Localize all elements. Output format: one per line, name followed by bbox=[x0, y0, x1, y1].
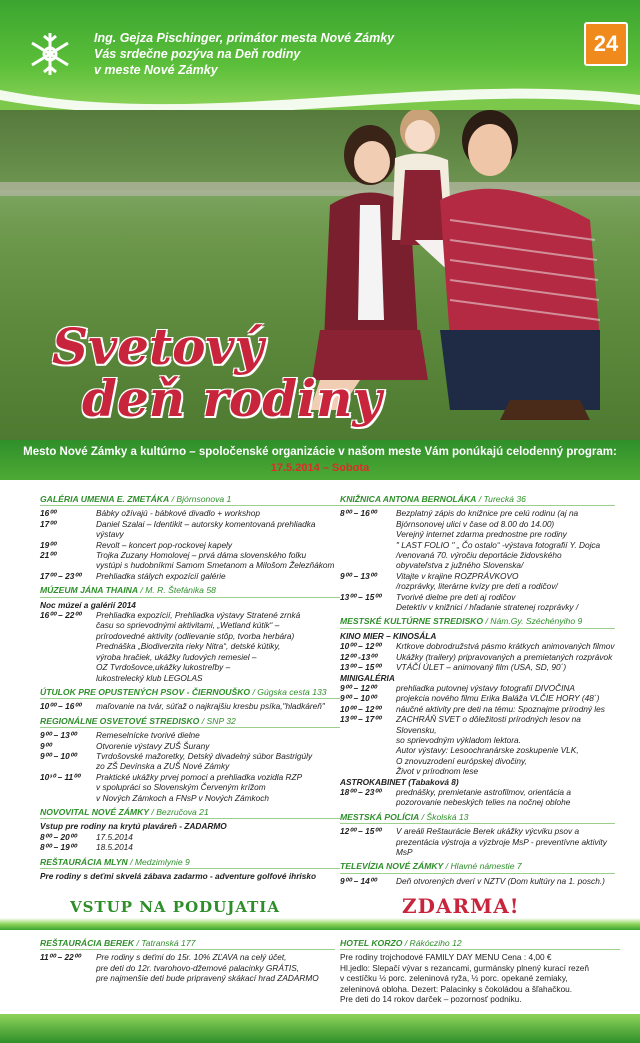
menu-line: Pre rodiny trojchodové FAMILY DAY MENU Cena : 4,00 € bbox=[340, 952, 552, 963]
section-address: / SNP 32 bbox=[199, 715, 236, 726]
program-row bbox=[340, 641, 615, 651]
section-name: NOVOVITAL NOVÉ ZÁMKY bbox=[40, 806, 150, 817]
program-row bbox=[40, 963, 335, 973]
program-row bbox=[340, 693, 615, 703]
program-row bbox=[40, 761, 340, 771]
program-time bbox=[340, 602, 396, 612]
program-time bbox=[40, 652, 96, 662]
program-time bbox=[340, 519, 396, 529]
program-section bbox=[40, 494, 340, 581]
program-text: vystúpi s hudobníkmi Samom Smetanom a Milošom Železňákom bbox=[96, 560, 335, 571]
invite-line: Vás srdečne pozýva na Deň rodiny bbox=[94, 47, 301, 61]
program-row bbox=[340, 540, 615, 550]
program-row bbox=[340, 826, 615, 836]
program-section bbox=[40, 807, 340, 853]
invite-line: v meste Nové Zámky bbox=[94, 63, 218, 77]
section-title bbox=[40, 807, 340, 819]
program-text: VTÁČÍ ÚLET – animovaný film (USA, SD, 90´) bbox=[396, 662, 567, 673]
program-text: V areáli Reštaurácie Berek ukážky výcviku psov a bbox=[396, 826, 580, 837]
section-address: / Bjórnsonova 1 bbox=[169, 494, 232, 504]
program-section bbox=[340, 812, 615, 858]
section-name: REGIONÁLNE OSVETOVÉ STREDISKO bbox=[40, 715, 200, 726]
program-text: Autor výstavy: Lesoochranárske zoskupenie VLK, bbox=[396, 745, 579, 756]
program-row bbox=[40, 793, 340, 803]
program-text: v Nových Zámkoch a FNsP v Nových Zámkoch bbox=[96, 792, 270, 803]
invite-line: Ing. Gejza Pischinger, primátor mesta Nové Zámky bbox=[94, 31, 395, 45]
program-row bbox=[340, 683, 615, 693]
section-title bbox=[340, 812, 615, 824]
program-time: 9⁰⁰ – 13⁰⁰ bbox=[40, 730, 77, 741]
section-subtitle: KINO MIER – KINOSÁLA bbox=[340, 630, 437, 641]
program-section bbox=[40, 585, 340, 683]
program-time: 13⁰⁰ – 15⁰⁰ bbox=[340, 591, 381, 602]
program-time: 17⁰⁰ bbox=[40, 518, 56, 529]
section-name: GALÉRIA UMENIA E. ZMETÁKA bbox=[40, 494, 170, 504]
program-time: 10³⁰ – 11⁰⁰ bbox=[40, 771, 80, 782]
program-row bbox=[340, 837, 615, 858]
program-row bbox=[340, 735, 615, 745]
program-text: pre deti do 12r. tvarohovo-džemové palacinky GRÁTIS, bbox=[96, 962, 300, 973]
program-row bbox=[340, 766, 615, 776]
program-time bbox=[40, 761, 96, 771]
section-title bbox=[340, 938, 620, 950]
program-text: maľovanie na tvár, súťaž o najkrajšiu kresbu psíka,"hladkáreň" bbox=[96, 701, 325, 712]
section-title bbox=[40, 687, 340, 699]
program-row bbox=[340, 581, 615, 591]
program-text: Bábky ožívajú - bábkové divadlo + workshop bbox=[96, 508, 260, 519]
program-right-column bbox=[340, 490, 615, 886]
program-row bbox=[40, 631, 340, 641]
section-name: MESTSKÁ POLÍCIA bbox=[340, 811, 420, 822]
program-text: obyvateľstva z južného Slovenska/ bbox=[396, 560, 524, 571]
program-time bbox=[340, 745, 396, 755]
program-row bbox=[340, 704, 615, 714]
program-row bbox=[40, 571, 340, 581]
program-time bbox=[340, 550, 396, 560]
program-time: 9⁰⁰ – 10⁰⁰ bbox=[40, 750, 77, 761]
menu-line: v cestíčku ½ porc. zeleninová ryža, ½ porc. opekané zemiaky, bbox=[340, 973, 568, 984]
restaurant-berek-section bbox=[40, 934, 335, 984]
program-time: 9⁰⁰ – 12⁰⁰ bbox=[340, 682, 377, 693]
program-text: Revolt – koncert pop-rockovej kapely bbox=[96, 539, 233, 550]
section-subtitle: Pre rodiny s deťmi skvelá zábava zadarmo - adventure golfové ihrisko bbox=[40, 871, 317, 881]
channel-24-badge: 24 bbox=[584, 22, 628, 66]
program-row bbox=[340, 876, 615, 886]
program-section bbox=[40, 938, 335, 984]
program-text: 17.5.2014 bbox=[96, 831, 133, 842]
program-time: 13⁰⁰ – 15⁰⁰ bbox=[340, 662, 381, 673]
program-time: 16⁰⁰ – 22⁰⁰ bbox=[40, 610, 81, 621]
program-time: 19⁰⁰ bbox=[40, 539, 56, 550]
program-text: Daniel Szalai – Identikit – autorsky komentovaná prehliadka výstavy bbox=[96, 518, 316, 540]
program-time bbox=[40, 631, 96, 641]
green-divider bbox=[0, 918, 640, 930]
program-time: 9⁰⁰ – 13⁰⁰ bbox=[340, 570, 377, 581]
program-time bbox=[40, 973, 96, 983]
title-line-2: deň rodiny bbox=[82, 369, 382, 428]
program-time: 17⁰⁰ – 23⁰⁰ bbox=[40, 570, 81, 581]
program-row bbox=[340, 714, 615, 735]
program-text: Bjórnsonovej ulici v čase od 8.00 do 14.00) bbox=[396, 518, 555, 529]
program-text: 18.5.2014 bbox=[96, 842, 133, 853]
program-text: /venovaná 70. výročiu deportácie židovského bbox=[396, 550, 562, 561]
program-text: so sprievodným výkladom lektora. bbox=[396, 734, 521, 745]
program-row bbox=[40, 519, 340, 540]
program-time bbox=[340, 581, 396, 591]
program-time bbox=[40, 673, 96, 683]
program-row bbox=[340, 529, 615, 539]
program-time bbox=[40, 620, 96, 630]
program-text: Otvorenie výstavy ZUŠ Šurany bbox=[96, 740, 210, 751]
program-text: projekcia nového filmu Erika Baláža VLČIE HORY (48´) bbox=[396, 693, 600, 704]
program-row bbox=[40, 842, 340, 852]
program-time bbox=[340, 560, 396, 570]
program-time: 21⁰⁰ bbox=[40, 550, 56, 561]
program-section bbox=[40, 716, 340, 803]
program-row bbox=[340, 756, 615, 766]
section-title bbox=[40, 585, 340, 597]
program-time bbox=[40, 963, 96, 973]
program-time: 9⁰⁰ bbox=[40, 740, 52, 751]
free-entry-slogan: VSTUP NA PODUJATIA bbox=[70, 898, 280, 916]
program-text: lukostrelecký klub LEGOLAS bbox=[96, 672, 203, 683]
program-time: 16⁰⁰ bbox=[40, 508, 56, 519]
program-time bbox=[340, 529, 396, 539]
section-name: HOTEL KORZO bbox=[340, 938, 403, 948]
program-row bbox=[340, 745, 615, 755]
program-row bbox=[340, 560, 615, 570]
program-time bbox=[340, 756, 396, 766]
program-text: Prehliadka expozícií, Prehliadka výstavy Stratené zrnká bbox=[96, 610, 301, 621]
program-row bbox=[40, 550, 340, 560]
program-time: 12⁰⁰ – 15⁰⁰ bbox=[340, 826, 381, 837]
program-text: Ukážky (trailery) pripravovaných a premietaných rozprávok bbox=[396, 651, 613, 662]
program-time: 8⁰⁰ – 19⁰⁰ bbox=[40, 842, 77, 853]
section-title bbox=[40, 494, 340, 506]
section-name: KNIŽNICA ANTONA BERNOLÁKA bbox=[340, 494, 477, 504]
program-row bbox=[40, 610, 340, 620]
program-text: prírodovedné aktivity (odlievanie stôp, tvorba herbára) bbox=[96, 630, 295, 641]
program-text: Pre rodiny s deťmi do 15r. 10% ZĽAVA na celý účet, bbox=[96, 952, 287, 963]
program-row bbox=[40, 730, 340, 740]
program-row bbox=[40, 782, 340, 792]
program-text: prehliadka putovnej výstavy fotografií DIVOČINA bbox=[396, 682, 575, 693]
footer-band bbox=[0, 1014, 640, 1043]
program-row bbox=[40, 741, 340, 751]
program-time: 10⁰⁰ – 12⁰⁰ bbox=[340, 641, 381, 652]
section-address: / Školská 13 bbox=[419, 811, 469, 822]
section-address: / Tatranská 177 bbox=[134, 938, 196, 948]
program-row bbox=[340, 662, 615, 672]
section-subtitle: Vstup pre rodiny na krytú plaváreň - ZADARMO bbox=[40, 821, 227, 832]
family-photo bbox=[0, 110, 640, 440]
program-time: 18⁰⁰ – 23⁰⁰ bbox=[340, 786, 381, 797]
program-text: Krtkove dobrodružstvá pásmo krátkych animovaných filmov bbox=[396, 641, 615, 652]
program-time: 8⁰⁰ – 16⁰⁰ bbox=[340, 508, 377, 519]
program-row bbox=[40, 701, 340, 711]
section-name: ÚTULOK PRE OPUSTENÝCH PSOV - ČIERNOUŠKO bbox=[40, 686, 251, 697]
title-line-1: Svetový bbox=[52, 317, 264, 376]
program-text: Verejný internet zdarma prednostne pre rodiny bbox=[396, 529, 567, 540]
program-text: Tvorivé dielne pre deti aj rodičov bbox=[396, 591, 516, 602]
program-row bbox=[40, 652, 340, 662]
program-time bbox=[40, 782, 96, 792]
section-address: / M. R. Štefánika 58 bbox=[138, 585, 216, 596]
program-row bbox=[40, 560, 340, 570]
program-time: 9⁰⁰ – 14⁰⁰ bbox=[340, 875, 377, 886]
program-time bbox=[340, 837, 396, 858]
program-section bbox=[40, 857, 340, 882]
program-row bbox=[40, 952, 335, 962]
program-text: Bezplatný zápis do knižnice pre celú rodinu (aj na bbox=[396, 508, 579, 519]
program-text: času so sprievodnými aktivitami, „Wetland kútik“ – bbox=[96, 620, 280, 631]
program-row bbox=[40, 620, 340, 630]
section-name: TELEVÍZIA NOVÉ ZÁMKY bbox=[340, 861, 444, 872]
program-text: Život v prírodnom lese bbox=[396, 766, 479, 777]
program-time: 10⁰⁰ – 12⁰⁰ bbox=[340, 703, 381, 714]
program-text: OZ Tvrdošovce,ukážky lukostreľby – bbox=[96, 662, 231, 673]
banner-date: 17.5.2014 – Sobota bbox=[270, 462, 370, 474]
program-time bbox=[340, 797, 396, 807]
section-name: REŠTAURÁCIA BEREK bbox=[40, 938, 135, 948]
program-row bbox=[340, 508, 615, 518]
program-text: Remeselnícke tvorivé dielne bbox=[96, 730, 200, 741]
program-text: " LAST FOLIO " „ Čo ostalo“ -výstava fotografií Y. Dojca bbox=[396, 539, 601, 550]
program-row bbox=[40, 641, 340, 651]
program-time bbox=[40, 793, 96, 803]
program-text: náučné aktivity pre deti na tému: Spoznajme prírodný les bbox=[396, 703, 605, 714]
program-section bbox=[340, 494, 615, 612]
section-subtitle: Noc múzeí a galérií 2014 bbox=[40, 599, 136, 610]
program-text: prezentácia výstroja a výzbroje MsP - preventívne aktivity MsP bbox=[396, 836, 607, 857]
section-address: / Hlavné námestie 7 bbox=[443, 861, 522, 872]
program-time bbox=[340, 540, 396, 550]
section-title bbox=[340, 616, 615, 628]
program-row bbox=[340, 602, 615, 612]
program-text: Prehliadka stálych expozícií galérie bbox=[96, 570, 226, 581]
banner-text: Mesto Nové Zámky a kultúrno – spoločenské organizácie v našom meste Vám ponúkajú celodenný program: bbox=[23, 446, 617, 458]
program-text: Detektív v knižnici / hľadanie stratenej rozprávky / bbox=[396, 602, 579, 613]
program-row bbox=[340, 652, 615, 662]
program-time: 13⁰⁰ – 17⁰⁰ bbox=[340, 714, 381, 725]
program-row bbox=[40, 540, 340, 550]
menu-line: Hl.jedlo: Slepačí vývar s rezancami, gurmánsky plnený kurací rezeň bbox=[340, 962, 590, 973]
program-row bbox=[340, 787, 615, 797]
program-text: pozorovanie nebeských telies na nočnej oblohe bbox=[396, 797, 571, 808]
program-text: prednášky, premietanie astrofilmov, orientácia a bbox=[396, 786, 571, 797]
program-row bbox=[40, 673, 340, 683]
section-title bbox=[340, 861, 615, 873]
hotel-korzo-section bbox=[340, 934, 620, 1004]
program-time bbox=[40, 560, 96, 570]
section-address: / Turecká 36 bbox=[476, 494, 526, 504]
section-title bbox=[40, 716, 340, 728]
section-title bbox=[340, 494, 615, 506]
program-time: 9⁰⁰ – 10⁰⁰ bbox=[340, 693, 377, 704]
program-row bbox=[340, 797, 615, 807]
section-name: MÚZEUM JÁNA THAINA bbox=[40, 585, 139, 596]
program-section bbox=[340, 938, 620, 1004]
section-address: / Gúgska cesta 133 bbox=[250, 686, 327, 697]
program-text: Vitajte v krajine ROZPRÁVKOVO bbox=[396, 570, 519, 581]
program-section bbox=[40, 687, 340, 712]
program-time: 10⁰⁰ – 16⁰⁰ bbox=[40, 701, 81, 712]
program-text: ZACHRÁŇ SVET o dôležitosti prírodných lesov na Slovensku, bbox=[396, 714, 581, 735]
free-slogan: ZDARMA! bbox=[402, 894, 520, 918]
section-address: / Bezručova 21 bbox=[149, 806, 209, 817]
program-text: Praktické ukážky prvej pomoci a prehliadka vozidla RZP bbox=[96, 771, 303, 782]
program-section bbox=[340, 616, 615, 807]
program-row bbox=[40, 751, 340, 761]
program-text: Trojka Zuzany Homolovej – prvá dáma slovenského folku bbox=[96, 550, 307, 561]
program-time bbox=[340, 735, 396, 745]
menu-line: Pre deti do 14 rokov darček – pozornosť podniku. bbox=[340, 994, 522, 1005]
program-text: v spolupráci so Slovenským Červeným krížom bbox=[96, 782, 266, 793]
program-text: zo ZŠ Devínska a ZUŠ Nové Zámky bbox=[96, 761, 230, 772]
program-row bbox=[40, 832, 340, 842]
program-time bbox=[40, 641, 96, 651]
program-text: pre najmenšie deti bude pripravený skákací hrad ZADARMO bbox=[96, 973, 319, 984]
program-text: /rozprávky, literárne kvízy pre deti a rodičov/ bbox=[396, 581, 558, 592]
program-text: O znovuzrodení európskej divočiny, bbox=[396, 755, 527, 766]
program-section bbox=[340, 861, 615, 886]
section-name: MESTSKÉ KULTÚRNE STREDISKO bbox=[340, 616, 484, 627]
section-title bbox=[40, 857, 340, 869]
program-row bbox=[340, 592, 615, 602]
menu-line: zeleninová obloha. Dezert: Palacinky s čokoládou a šľahačkou. bbox=[340, 983, 573, 994]
program-row bbox=[40, 772, 340, 782]
program-row bbox=[40, 662, 340, 672]
section-subtitle: MINIGALÉRIA bbox=[340, 672, 395, 683]
program-text: výroba hračiek, ukážky ľudových remesiel – bbox=[96, 651, 257, 662]
program-time: 11⁰⁰ – 22⁰⁰ bbox=[40, 952, 81, 963]
program-text: Deň otvorených dverí v NZTV (Dom kultúry na 1. posch.) bbox=[396, 875, 605, 886]
program-row bbox=[340, 571, 615, 581]
program-row bbox=[340, 519, 615, 529]
section-address: / Nám.Gy. Széchényiho 9 bbox=[483, 616, 583, 627]
program-text: Prednáška „Biodiverzita rieky Nitra“, detské kútiky, bbox=[96, 641, 281, 652]
section-title bbox=[40, 938, 335, 950]
program-time bbox=[40, 662, 96, 672]
program-row bbox=[40, 508, 340, 518]
section-address: / Rákócziho 12 bbox=[402, 938, 462, 948]
program-row bbox=[40, 973, 335, 983]
program-time bbox=[340, 766, 396, 776]
program-row bbox=[340, 550, 615, 560]
section-subtitle: ASTROKABINET (Tabaková 8) bbox=[340, 776, 459, 787]
section-name: REŠTAURÁCIA MLYN bbox=[40, 856, 128, 867]
section-address: / Medzimlynie 9 bbox=[127, 856, 190, 867]
program-time: 8⁰⁰ – 20⁰⁰ bbox=[40, 831, 77, 842]
program-left-column bbox=[40, 490, 340, 881]
program-time: 12⁰⁰ -13⁰⁰ bbox=[340, 651, 377, 662]
program-text: Tvrdošovské mažoretky, Detský divadelný súbor Bastrigúly bbox=[96, 750, 313, 761]
